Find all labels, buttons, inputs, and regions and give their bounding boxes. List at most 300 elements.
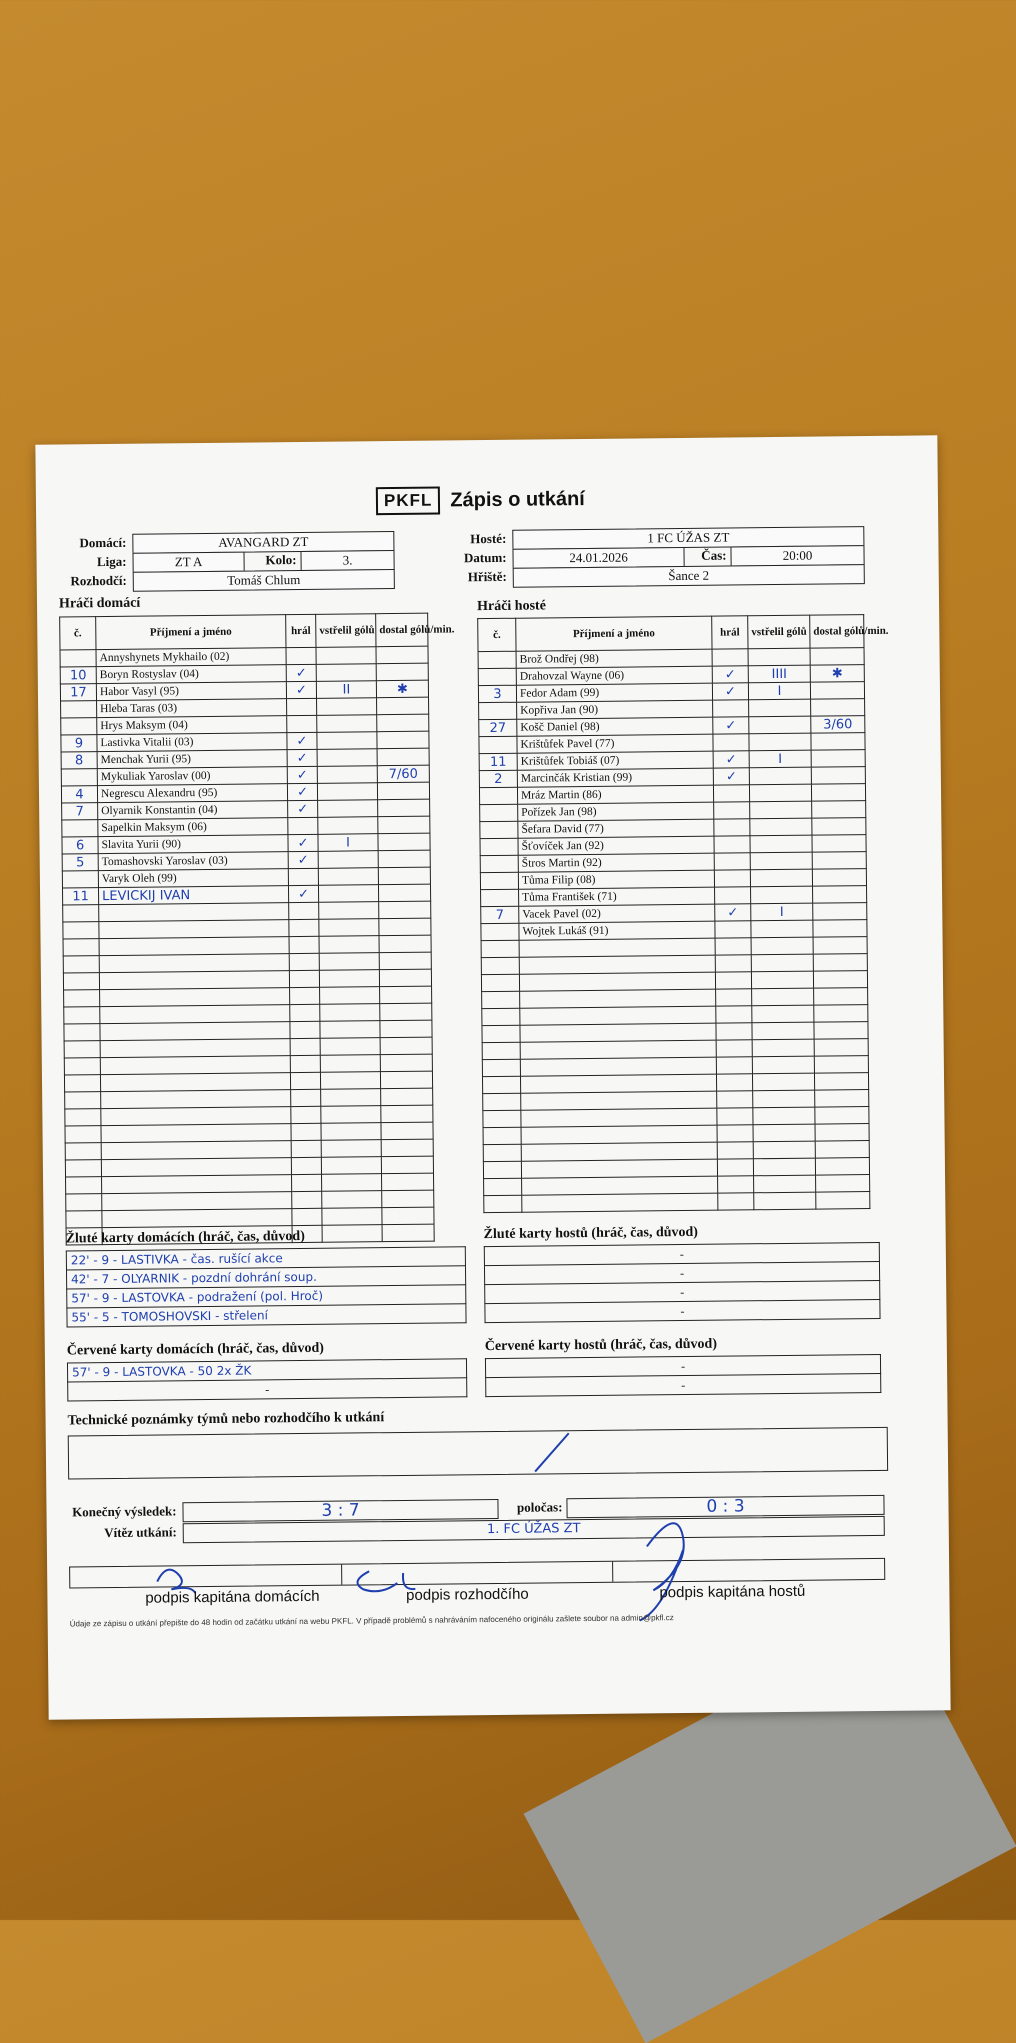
col-scored: vstřelil gólů — [316, 614, 376, 648]
home-player-cell-played: ✓ — [288, 851, 318, 868]
home-player-cell-scored — [317, 749, 377, 767]
guest-player-cell-played — [717, 1091, 753, 1108]
home-player-cell-conceded — [378, 816, 430, 834]
home-player-cell-name — [100, 988, 290, 1007]
guest-player-cell-scored — [752, 1056, 814, 1074]
pkfl-logo: PKFL — [376, 487, 441, 516]
home-player-cell-name: Tomashovski Yaroslav (03) — [98, 852, 288, 871]
home-player-cell-name — [101, 1090, 291, 1109]
guest-player-cell-played — [717, 1108, 753, 1125]
guest-player-cell-played — [712, 649, 748, 666]
home-player-cell-no: 10 — [60, 667, 96, 684]
home-player-cell-conceded — [382, 1173, 434, 1191]
guest-player-cell-name: Tůma Filip (08) — [518, 870, 714, 889]
guest-player-cell-no — [480, 804, 518, 821]
home-player-cell-no — [65, 1143, 101, 1160]
home-player-cell-scored — [319, 902, 379, 920]
col-name: Příjmení a jméno — [96, 615, 286, 650]
home-player-cell-conceded — [377, 714, 429, 732]
home-player-cell-conceded — [379, 952, 431, 970]
league-label: Liga: — [96, 553, 127, 570]
home-player-cell-conceded — [378, 833, 430, 851]
guest-player-cell-name: Tůma František (71) — [519, 887, 715, 906]
guest-player-cell-no — [479, 702, 517, 719]
guest-player-cell-played — [718, 1176, 754, 1193]
guest-player-cell-conceded — [814, 1022, 868, 1040]
guest-player-cell-name: Drahovzal Wayne (06) — [516, 666, 712, 685]
home-player-cell-scored — [322, 1208, 382, 1226]
guest-player-cell-played — [713, 700, 749, 717]
home-player-cell-conceded — [380, 1037, 432, 1055]
guest-player-cell-conceded — [814, 1056, 868, 1074]
guest-player-cell-played — [716, 1006, 752, 1023]
home-player-cell-no — [64, 1075, 100, 1092]
pitch-label: Hřiště: — [467, 568, 507, 585]
guest-player-cell-played: ✓ — [713, 717, 749, 734]
guest-player-cell-scored — [753, 1107, 815, 1125]
home-player-cell-no — [63, 922, 99, 939]
home-red-entry: 57' - 9 - LASTOVKA - 50 2x ŽK — [67, 1359, 466, 1382]
guest-player-cell-scored — [752, 1073, 814, 1091]
guest-player-cell-conceded — [814, 1073, 868, 1091]
guest-player-row — [484, 1192, 870, 1213]
home-player-cell-scored — [318, 800, 378, 818]
home-player-cell-conceded — [382, 1224, 434, 1242]
guest-captain-signature — [639, 1523, 685, 1620]
home-player-cell-conceded — [382, 1207, 434, 1225]
guest-player-cell-conceded: 3/60 — [811, 716, 865, 734]
guest-player-cell-scored — [753, 1124, 815, 1142]
guest-player-cell-no — [482, 1025, 520, 1042]
guest-player-cell-conceded — [815, 1141, 869, 1159]
home-player-cell-no — [60, 650, 96, 667]
home-player-cell-conceded — [376, 663, 428, 681]
guest-player-cell-played: ✓ — [715, 904, 751, 921]
home-player-cell-scored — [318, 817, 378, 835]
guest-yellow-entry: - — [485, 1299, 880, 1322]
home-player-cell-no — [63, 956, 99, 973]
guest-player-cell-conceded — [810, 648, 864, 666]
home-player-cell-scored — [320, 1038, 380, 1056]
guest-player-cell-scored — [751, 954, 813, 972]
footer-note: Údaje ze zápisu o utkání přepište do 48 hodin od začátku utkání na webu PKFL. V případě problémů s nahráváním nafoceného originálu zašlete soubor na admin@pkfl.cz — [69, 1613, 674, 1629]
guest-player-cell-scored — [752, 1039, 814, 1057]
time-label: Čas: — [701, 547, 727, 563]
guest-player-cell-scored: IIII — [748, 665, 810, 683]
home-player-cell-scored — [320, 1072, 380, 1090]
round-label: Kolo: — [265, 552, 297, 568]
home-player-cell-scored — [321, 1106, 381, 1124]
home-player-cell-played — [287, 698, 317, 715]
guest-player-cell-played — [714, 836, 750, 853]
guest-player-cell-scored — [751, 920, 813, 938]
guest-player-cell-name — [522, 1176, 718, 1195]
home-player-cell-name — [101, 1124, 291, 1143]
home-player-cell-played — [290, 1072, 320, 1089]
home-yellow-table — [66, 1246, 467, 1327]
col-scored: vstřelil gólů — [748, 615, 810, 649]
guest-player-cell-conceded — [813, 954, 867, 972]
guest-player-cell-no — [482, 1059, 520, 1076]
home-player-cell-played — [291, 1106, 321, 1123]
time-field: 20:00 — [730, 545, 864, 566]
home-player-cell-name — [102, 1175, 292, 1194]
col-number: č. — [60, 617, 96, 650]
guest-player-cell-name — [521, 1125, 717, 1144]
home-player-cell-conceded — [378, 850, 430, 868]
home-player-cell-conceded — [379, 901, 431, 919]
guest-player-cell-played — [718, 1193, 754, 1210]
home-player-cell-scored — [316, 664, 376, 682]
guest-player-cell-name — [521, 1142, 717, 1161]
home-player-cell-scored — [322, 1174, 382, 1192]
guest-player-cell-scored — [750, 835, 812, 853]
match-record-sheet — [35, 435, 950, 1719]
home-player-cell-conceded — [378, 884, 430, 902]
guest-yellow-entry: - — [485, 1280, 880, 1303]
guest-player-cell-scored — [749, 716, 811, 734]
home-player-cell-played — [290, 1021, 320, 1038]
guest-player-cell-conceded — [812, 801, 866, 819]
guest-player-cell-played — [713, 785, 749, 802]
guest-player-cell-name: Vacek Pavel (02) — [519, 904, 715, 923]
guest-team-field: 1 FC ÚŽAS ZT — [512, 526, 864, 550]
guest-player-cell-conceded — [813, 903, 867, 921]
guest-player-cell-scored — [752, 1005, 814, 1023]
guest-player-cell-conceded — [811, 767, 865, 785]
guest-player-cell-no: 2 — [479, 770, 517, 787]
home-player-cell-no — [65, 1160, 101, 1177]
guest-player-cell-name: Brož Ondřej (98) — [516, 649, 712, 668]
guest-player-cell-name — [520, 1006, 716, 1025]
home-player-cell-name: Annyshynets Mykhailo (02) — [96, 648, 286, 667]
home-table-header — [60, 613, 428, 650]
guest-player-cell-conceded — [811, 750, 865, 768]
guest-player-cell-name — [521, 1091, 717, 1110]
guest-player-cell-scored — [751, 886, 813, 904]
guest-player-cell-no — [483, 1110, 521, 1127]
home-player-cell-conceded — [377, 697, 429, 715]
col-number: č. — [478, 618, 516, 651]
guest-player-cell-played — [717, 1125, 753, 1142]
guest-player-cell-played — [714, 819, 750, 836]
guest-player-cell-name — [522, 1193, 718, 1212]
home-player-cell-scored — [317, 783, 377, 801]
guest-player-cell-name: Krištůfek Pavel (77) — [517, 734, 713, 753]
guest-player-cell-conceded — [812, 835, 866, 853]
home-player-cell-no: 9 — [61, 735, 97, 752]
guest-player-cell-name — [521, 1108, 717, 1127]
home-player-cell-played — [292, 1208, 322, 1225]
home-player-cell-name — [102, 1192, 292, 1211]
col-conceded: dostal gólů/min. — [810, 615, 864, 649]
guest-player-cell-played — [715, 972, 751, 989]
home-player-cell-conceded — [381, 1122, 433, 1140]
guest-player-cell-name: Štros Martin (92) — [518, 853, 714, 872]
guest-player-cell-name: Krištůfek Tobiáš (07) — [517, 751, 713, 770]
home-player-cell-conceded — [382, 1190, 434, 1208]
home-player-cell-played: ✓ — [287, 749, 317, 766]
home-player-cell-no: 6 — [62, 837, 98, 854]
referee-signature-label: podpis rozhodčího — [406, 1585, 529, 1604]
referee-field: Tomáš Chlum — [133, 569, 395, 592]
home-players-table — [59, 613, 455, 1246]
home-player-cell-scored — [318, 885, 378, 903]
home-player-cell-scored: I — [318, 834, 378, 852]
guest-table-header — [478, 615, 864, 652]
guest-player-cell-conceded — [811, 733, 865, 751]
guest-captain-signature-label: podpis kapitána hostů — [659, 1582, 806, 1602]
home-player-cell-no: 5 — [62, 854, 98, 871]
guest-red-entry: - — [486, 1373, 881, 1396]
guest-player-cell-scored — [748, 648, 810, 666]
home-player-cell-conceded — [377, 731, 429, 749]
home-player-cell-played: ✓ — [287, 766, 317, 783]
home-player-cell-no — [61, 769, 97, 786]
home-player-cell-name: Slavita Yurii (90) — [98, 835, 288, 854]
guest-player-cell-no — [478, 651, 516, 668]
home-player-cell-played: ✓ — [288, 885, 318, 902]
guest-player-cell-scored — [751, 937, 813, 955]
home-player-cell-name — [99, 937, 289, 956]
guest-player-cell-conceded — [813, 920, 867, 938]
home-player-cell-no — [63, 905, 99, 922]
guest-player-cell-conceded — [816, 1192, 870, 1210]
guest-player-cell-name: Šťovíček Jan (92) — [518, 836, 714, 855]
guest-yellow-table — [484, 1242, 881, 1323]
guest-player-cell-no — [484, 1178, 522, 1195]
guest-player-cell-played — [717, 1142, 753, 1159]
home-player-cell-conceded — [381, 1156, 433, 1174]
home-player-cell-name: Boryn Rostyslav (04) — [96, 665, 286, 684]
home-yellow-entry: 42' - 7 - OLYARNIK - pozdní dohrání soup. — [66, 1266, 465, 1289]
home-player-cell-name — [100, 1022, 290, 1041]
home-player-cell-name: Lastivka Vitalii (03) — [97, 733, 287, 752]
guest-player-cell-played — [713, 734, 749, 751]
home-player-cell-no — [61, 718, 97, 735]
home-player-cell-no — [65, 1126, 101, 1143]
guest-player-cell-no — [481, 923, 519, 940]
guest-player-cell-scored — [749, 699, 811, 717]
guest-player-cell-no — [483, 1093, 521, 1110]
guest-player-cell-conceded — [811, 699, 865, 717]
home-player-cell-no: 4 — [61, 786, 97, 803]
home-player-cell-played: ✓ — [288, 800, 318, 817]
home-player-cell-played — [287, 715, 317, 732]
home-player-cell-played — [288, 868, 318, 885]
guest-player-cell-name: Kopřiva Jan (90) — [517, 700, 713, 719]
home-red-entry: - — [68, 1378, 467, 1401]
guest-player-cell-no — [483, 1127, 521, 1144]
home-table-body — [60, 646, 434, 1245]
guest-player-cell-conceded — [810, 682, 864, 700]
guest-player-cell-no: 7 — [481, 906, 519, 923]
guest-player-cell-scored — [749, 767, 811, 785]
home-player-cell-played: ✓ — [287, 783, 317, 800]
guest-player-cell-scored: I — [748, 682, 810, 700]
guest-players-table — [477, 614, 889, 1213]
home-player-cell-name — [99, 954, 289, 973]
home-player-cell-scored — [321, 1089, 381, 1107]
guest-player-cell-no — [481, 974, 519, 991]
home-player-cell-scored — [316, 647, 376, 665]
home-player-cell-conceded: ✱ — [376, 680, 428, 698]
home-player-cell-no — [63, 939, 99, 956]
home-player-cell-scored — [321, 1157, 381, 1175]
guest-player-cell-name: Šefara David (77) — [518, 819, 714, 838]
guest-player-cell-no — [480, 855, 518, 872]
guest-player-cell-conceded — [814, 988, 868, 1006]
guest-red-entry: - — [485, 1354, 880, 1377]
guest-player-cell-conceded — [813, 937, 867, 955]
guest-player-cell-no — [480, 872, 518, 889]
home-yellow-entry: 55' - 5 - TOMOSHOVSKI - střelení — [67, 1304, 466, 1327]
home-player-cell-scored — [320, 1055, 380, 1073]
home-player-cell-conceded — [381, 1139, 433, 1157]
guest-yellow-entry: - — [484, 1242, 879, 1265]
guest-player-cell-played — [716, 1040, 752, 1057]
guest-yellow-entry: - — [484, 1261, 879, 1284]
home-player-cell-conceded — [381, 1105, 433, 1123]
home-player-cell-scored — [320, 1021, 380, 1039]
guest-player-cell-no — [480, 821, 518, 838]
guest-player-cell-scored — [752, 1022, 814, 1040]
notes-title: Technické poznámky týmů nebo rozhodčího k utkání — [67, 1410, 385, 1429]
home-player-cell-name: Varyk Oleh (99) — [98, 869, 288, 888]
home-player-cell-scored: II — [316, 681, 376, 699]
sheet-header — [376, 485, 585, 515]
guest-player-cell-no — [482, 1008, 520, 1025]
league-field: ZT A — [132, 552, 244, 573]
home-player-cell-name — [99, 920, 289, 939]
home-player-cell-scored — [317, 698, 377, 716]
home-player-cell-name: Negrescu Alexandru (95) — [97, 784, 287, 803]
guest-player-cell-played — [714, 802, 750, 819]
home-player-cell-played — [290, 1004, 320, 1021]
home-player-cell-name — [100, 1073, 290, 1092]
home-player-cell-scored — [317, 715, 377, 733]
home-player-cell-name — [100, 1005, 290, 1024]
guest-player-cell-no — [483, 1144, 521, 1161]
guest-player-cell-name — [519, 938, 715, 957]
guest-player-cell-scored: I — [749, 750, 811, 768]
guest-player-cell-played — [714, 870, 750, 887]
home-player-cell-played — [292, 1191, 322, 1208]
guest-player-cell-scored — [752, 988, 814, 1006]
home-player-cell-no — [64, 990, 100, 1007]
home-player-cell-played — [289, 970, 319, 987]
guest-player-cell-no: 27 — [479, 719, 517, 736]
home-player-cell-name: Olyarnik Konstantin (04) — [98, 801, 288, 820]
guest-player-cell-conceded — [814, 1005, 868, 1023]
home-player-cell-no — [64, 1024, 100, 1041]
home-player-cell-conceded — [378, 867, 430, 885]
final-score-label: Konečný výsledek: — [72, 1503, 177, 1520]
home-player-cell-played — [286, 647, 316, 664]
guest-player-cell-scored — [750, 818, 812, 836]
home-player-cell-scored — [319, 953, 379, 971]
home-player-cell-no — [62, 871, 98, 888]
guest-player-cell-no — [478, 668, 516, 685]
guest-player-cell-scored — [753, 1090, 815, 1108]
guest-table-body — [478, 648, 870, 1213]
home-player-cell-played — [291, 1089, 321, 1106]
guest-player-cell-played — [716, 1023, 752, 1040]
guest-player-cell-conceded — [815, 1107, 869, 1125]
home-player-cell-scored — [318, 868, 378, 886]
guest-player-cell-name: Marcinčák Kristian (99) — [517, 768, 713, 787]
col-name: Příjmení a jméno — [516, 616, 712, 651]
guest-player-cell-conceded — [812, 818, 866, 836]
halftime-label: poločas: — [516, 1499, 563, 1515]
home-player-cell-conceded — [379, 935, 431, 953]
guest-player-cell-played: ✓ — [712, 666, 748, 683]
home-players-title: Hráči domácí — [58, 595, 141, 612]
home-player-cell-no — [63, 973, 99, 990]
guest-player-cell-conceded — [812, 852, 866, 870]
guest-player-cell-name — [519, 972, 715, 991]
home-player-cell-conceded — [379, 969, 431, 987]
halftime-field: 0 : 3 — [566, 1495, 884, 1518]
home-player-cell-no — [65, 1092, 101, 1109]
home-team-field: AVANGARD ZT — [132, 531, 394, 554]
guest-player-cell-played: ✓ — [713, 768, 749, 785]
home-player-cell-scored — [322, 1191, 382, 1209]
home-player-cell-conceded — [380, 986, 432, 1004]
home-player-cell-no — [64, 1007, 100, 1024]
guest-player-cell-conceded — [813, 971, 867, 989]
final-score-field: 3 : 7 — [182, 1499, 498, 1522]
guest-player-cell-played — [715, 887, 751, 904]
guest-player-cell-played — [715, 955, 751, 972]
home-player-cell-played — [291, 1157, 321, 1174]
guest-player-cell-conceded — [815, 1158, 869, 1176]
home-player-cell-no: 17 — [60, 684, 96, 701]
guest-player-cell-played — [715, 921, 751, 938]
home-player-cell-no — [66, 1211, 102, 1228]
guest-player-cell-played — [714, 853, 750, 870]
home-label: Domácí: — [79, 534, 127, 551]
guest-player-cell-scored — [754, 1192, 816, 1210]
home-player-cell-no: 7 — [62, 803, 98, 820]
home-player-cell-played — [289, 919, 319, 936]
guest-player-cell-name — [520, 989, 716, 1008]
home-player-cell-no — [62, 820, 98, 837]
guest-player-cell-scored — [753, 1158, 815, 1176]
home-player-cell-name: Habor Vasyl (95) — [96, 682, 286, 701]
home-player-cell-conceded — [377, 748, 429, 766]
home-player-cell-played — [290, 1038, 320, 1055]
guest-player-cell-scored — [753, 1141, 815, 1159]
home-player-cell-no: 8 — [61, 752, 97, 769]
home-player-cell-name — [99, 903, 289, 922]
referee-label: Rozhodčí: — [70, 572, 127, 589]
home-player-cell-name: Sapelkin Maksym (06) — [98, 818, 288, 837]
home-player-cell-no — [66, 1194, 102, 1211]
guest-player-cell-no — [479, 736, 517, 753]
home-player-cell-scored — [319, 936, 379, 954]
home-player-cell-played — [289, 902, 319, 919]
home-player-cell-scored — [321, 1123, 381, 1141]
home-player-cell-name — [101, 1107, 291, 1126]
home-player-cell-played — [289, 936, 319, 953]
home-player-cell-conceded — [380, 1054, 432, 1072]
sheet-title: Zápis o utkání — [450, 487, 585, 511]
home-player-cell-name — [101, 1141, 291, 1160]
home-player-cell-no — [64, 1058, 100, 1075]
home-captain-signature-label: podpis kapitána domácích — [145, 1587, 320, 1607]
guest-player-cell-conceded: ✱ — [810, 665, 864, 683]
